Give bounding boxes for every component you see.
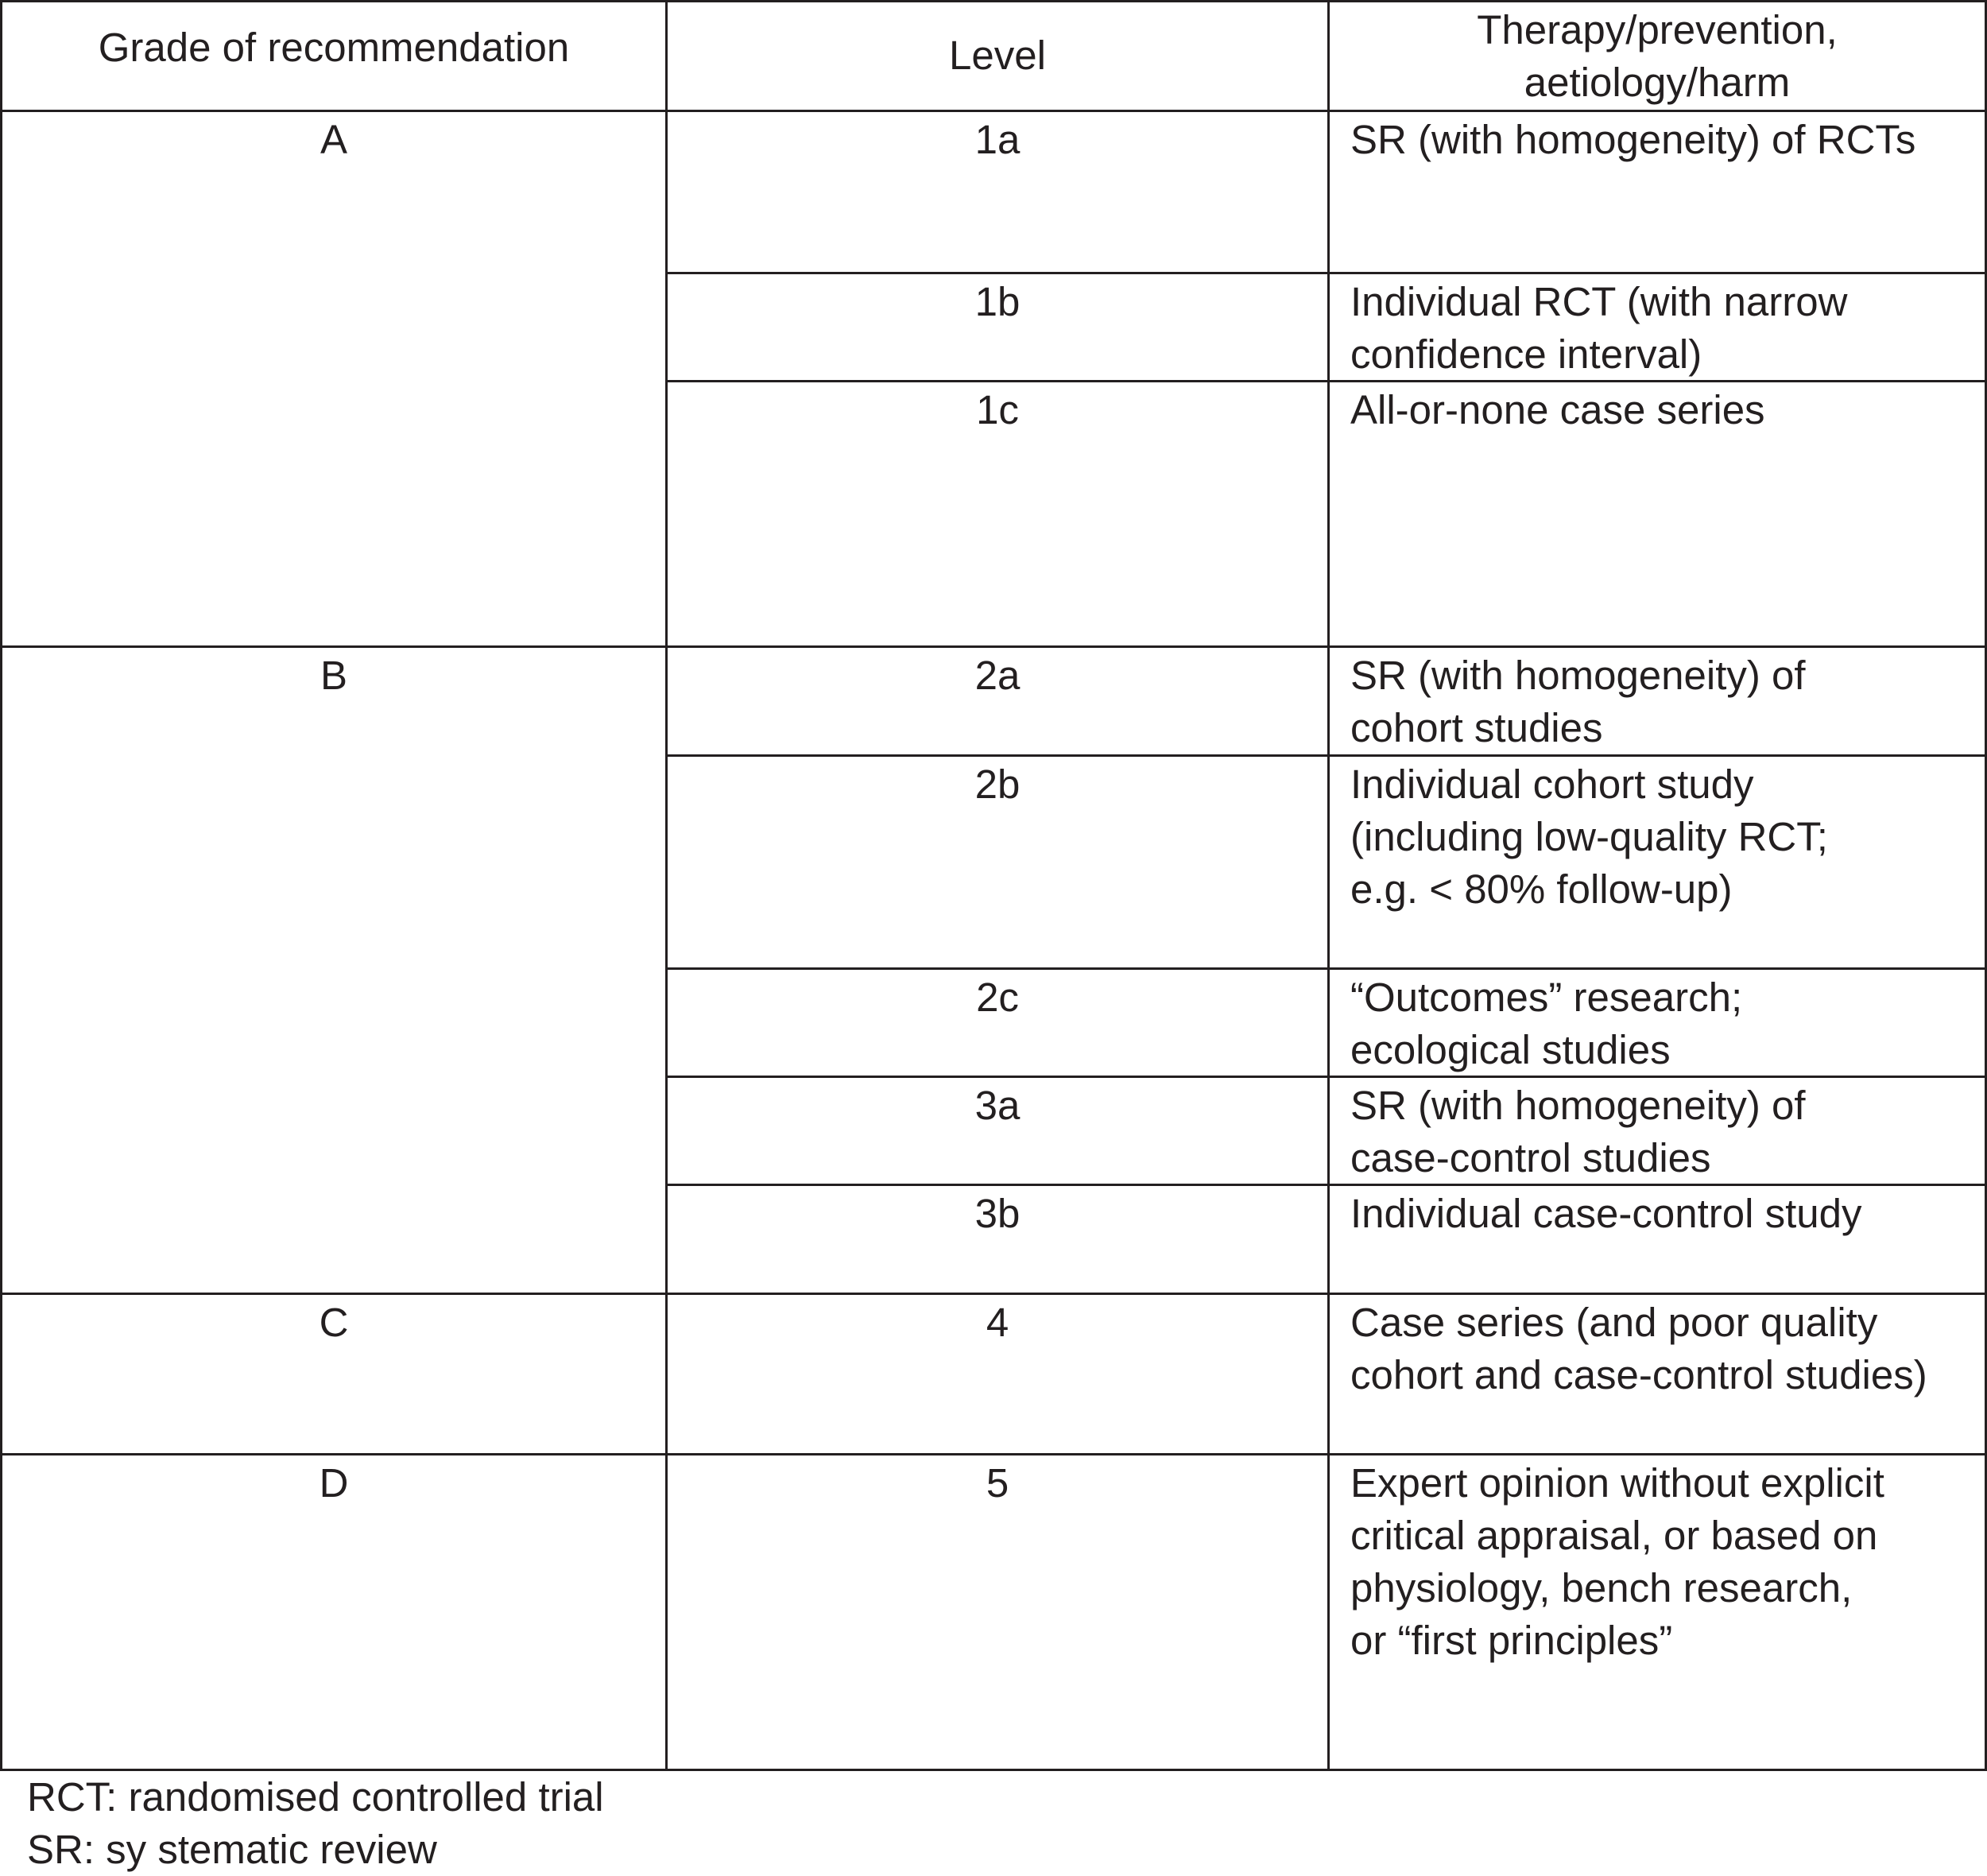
grade-cell: D: [2, 1453, 665, 1769]
header-therapy: Therapy/prevention, aetiology/harm: [1327, 2, 1985, 110]
level-cell: 3a: [665, 1076, 1327, 1184]
description-cell: “Outcomes” research; ecological studies: [1327, 967, 1985, 1076]
level-cell: 2c: [665, 967, 1327, 1076]
description-cell: Case series (and poor quality cohort and case-control studies): [1327, 1293, 1985, 1453]
grade-cell: A: [2, 110, 665, 645]
grade-cell: B: [2, 645, 665, 1293]
description-cell: All-or-none case series: [1327, 380, 1985, 645]
footnote-rct: RCT: randomised controlled trial: [27, 1774, 604, 1820]
level-cell: 1b: [665, 272, 1327, 380]
description-cell: Individual cohort study (including low-quality RCT; e.g. < 80% follow-up): [1327, 754, 1985, 967]
level-cell: 2b: [665, 754, 1327, 967]
level-cell: 1a: [665, 110, 1327, 272]
header-level: Level: [665, 2, 1327, 110]
level-cell: 5: [665, 1453, 1327, 1769]
description-cell: SR (with homogeneity) of cohort studies: [1327, 645, 1985, 754]
description-cell: SR (with homogeneity) of case-control studies: [1327, 1076, 1985, 1184]
footnotes: [27, 1771, 604, 1876]
level-cell: 2a: [665, 645, 1327, 754]
level-cell: 4: [665, 1293, 1327, 1453]
level-cell: 1c: [665, 380, 1327, 645]
description-cell: SR (with homogeneity) of RCTs: [1327, 110, 1985, 272]
footnote-sr: SR: sy stematic review: [27, 1827, 437, 1872]
description-cell: Individual case-control study: [1327, 1184, 1985, 1293]
description-cell: Individual RCT (with narrow confidence interval): [1327, 272, 1985, 380]
description-cell: Expert opinion without explicit critical appraisal, or based on physiology, bench research, or “first principles”: [1327, 1453, 1985, 1769]
grade-cell: C: [2, 1293, 665, 1453]
header-grade: Grade of recommendation: [98, 25, 570, 70]
level-cell: 3b: [665, 1184, 1327, 1293]
